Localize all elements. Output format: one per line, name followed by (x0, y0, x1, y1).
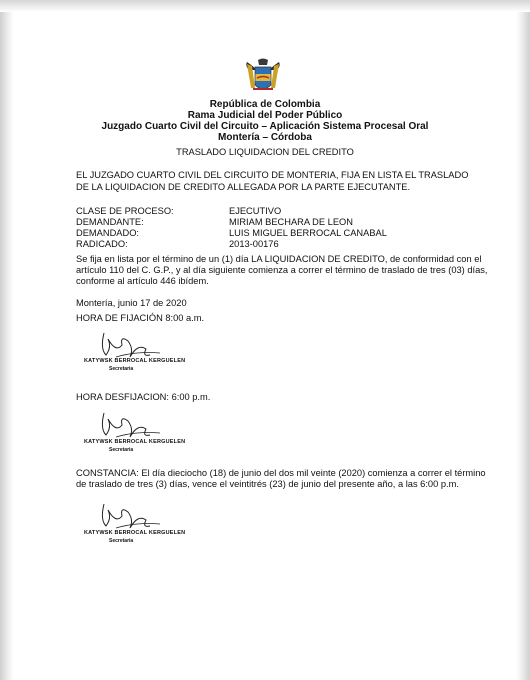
date-line: Montería, junio 17 de 2020 (76, 298, 187, 308)
header-country: República de Colombia (209, 99, 321, 110)
constancia-line-1: CONSTANCIA: El día dieciocho (18) de junio del dos mil veinte (2020) comienza a correr el término (76, 468, 486, 478)
signature-1-name: KATYWSK BERROCAL KERGUELEN (84, 358, 186, 364)
case-value-demandante: MIRIAM BECHARA DE LEON (229, 217, 353, 227)
header-court: Juzgado Cuarto Civil del Circuito – Aplicación Sistema Procesal Oral (101, 121, 429, 132)
case-label-demandante: DEMANDANTE: (76, 217, 144, 227)
case-value-radicado: 2013-00176 (229, 239, 279, 249)
signature-2-name: KATYWSK BERROCAL KERGUELEN (84, 439, 186, 445)
fija-line-1: Se fija en lista por el término de un (1) día LA LIQUIDACION DE CREDITO, de conformidad con el (76, 254, 482, 264)
hora-fijacion: HORA DE FIJACIÓN 8:00 a.m. (76, 313, 205, 323)
signature-2-role: Secretaria (109, 447, 134, 453)
page-shadow-top (0, 0, 530, 12)
case-value-demandado: LUIS MIGUEL BERROCAL CANABAL (229, 228, 387, 238)
signature-3-name: KATYWSK BERROCAL KERGUELEN (84, 530, 186, 536)
hora-desfijacion: HORA DESFIJACION: 6:00 p.m. (76, 392, 211, 402)
header-city: Montería – Córdoba (218, 132, 312, 143)
signature-3-role: Secretaria (109, 538, 134, 544)
case-value-clase: EJECUTIVO (229, 206, 282, 216)
case-label-clase: CLASE DE PROCESO: (76, 206, 174, 216)
header-branch: Rama Judicial del Poder Público (187, 110, 343, 121)
intro-paragraph: EL JUZGADO CUARTO CIVIL DEL CIRCUITO DE MONTERIA, FIJA EN LISTA EL TRASLADO DE LA LIQUIDACION DE CREDITO ALLEGADA POR LA PARTE EJECUTANTE. (76, 170, 469, 192)
fija-line-3: conforme al artículo 446 ibídem. (76, 276, 209, 286)
document-title: TRASLADO LIQUIDACION DEL CREDITO (176, 147, 354, 157)
fija-line-2: artículo 110 del C. G.P., y al día siguiente comienza a correr el término de traslado de tres (03) días, (76, 265, 488, 275)
case-label-demandado: DEMANDADO: (76, 228, 140, 238)
case-label-radicado: RADICADO: (76, 239, 128, 249)
constancia-line-2: de traslado de tres (3) días, vence el veintitrés (23) de junio del presente año, a las 6:00 p.m. (76, 479, 459, 489)
signature-1-role: Secretaria (109, 366, 134, 372)
coat-of-arms-icon (243, 58, 283, 96)
